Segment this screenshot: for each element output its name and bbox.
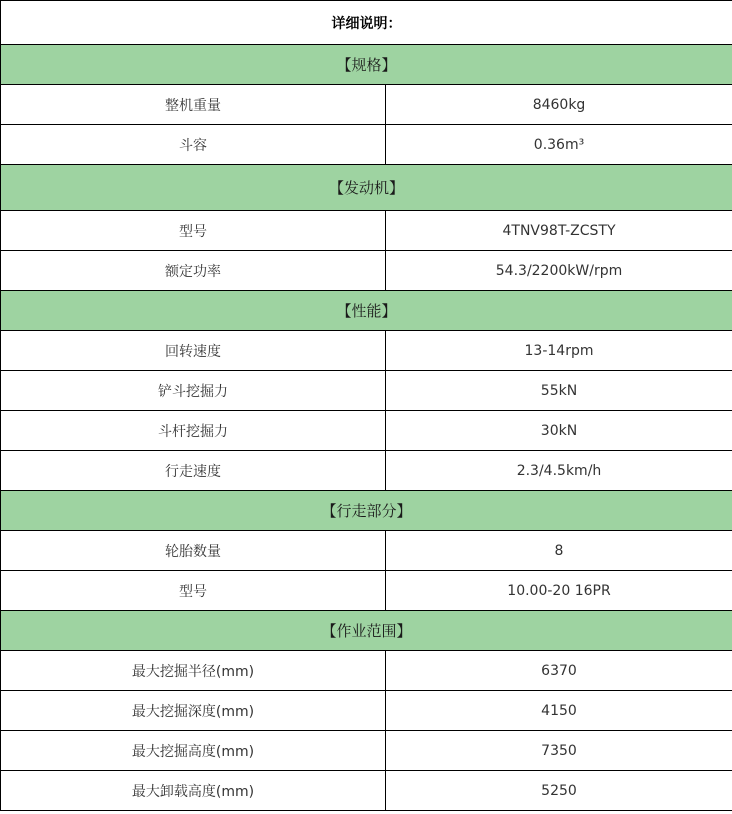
table-row xyxy=(1,251,732,291)
section-header-row xyxy=(1,291,732,331)
spec-label: 整机重量 xyxy=(1,85,386,125)
spec-label: 型号 xyxy=(1,211,386,251)
spec-value: 4150 xyxy=(386,691,732,731)
spec-value: 55kN xyxy=(386,371,732,411)
spec-label: 最大卸载高度(mm) xyxy=(1,771,386,811)
table-row xyxy=(1,331,732,371)
table-title: 详细说明： xyxy=(1,1,732,45)
title-row xyxy=(1,1,732,45)
spec-label: 轮胎数量 xyxy=(1,531,386,571)
spec-label: 斗容 xyxy=(1,125,386,165)
table-row xyxy=(1,211,732,251)
section-header-row xyxy=(1,45,732,85)
spec-label: 斗杆挖掘力 xyxy=(1,411,386,451)
spec-label: 型号 xyxy=(1,571,386,611)
table-row xyxy=(1,771,732,811)
section-header-row xyxy=(1,611,732,651)
table-row xyxy=(1,125,732,165)
section-header: 【行走部分】 xyxy=(1,491,732,531)
spec-label: 最大挖掘高度(mm) xyxy=(1,731,386,771)
table-row xyxy=(1,371,732,411)
section-header-row xyxy=(1,165,732,211)
table-row xyxy=(1,571,732,611)
spec-value: 13-14rpm xyxy=(386,331,732,371)
spec-value: 7350 xyxy=(386,731,732,771)
spec-label: 额定功率 xyxy=(1,251,386,291)
table-row xyxy=(1,531,732,571)
spec-value: 2.3/4.5km/h xyxy=(386,451,732,491)
section-header: 【性能】 xyxy=(1,291,732,331)
spec-value: 5250 xyxy=(386,771,732,811)
section-header: 【规格】 xyxy=(1,45,732,85)
table-row xyxy=(1,451,732,491)
section-header: 【发动机】 xyxy=(1,165,732,211)
spec-label: 最大挖掘半径(mm) xyxy=(1,651,386,691)
spec-table-body xyxy=(1,1,732,811)
spec-value: 6370 xyxy=(386,651,732,691)
spec-value: 0.36m³ xyxy=(386,125,732,165)
spec-value: 8460kg xyxy=(386,85,732,125)
section-header-row xyxy=(1,491,732,531)
table-row xyxy=(1,731,732,771)
spec-value: 4TNV98T-ZCSTY xyxy=(386,211,732,251)
table-row xyxy=(1,411,732,451)
spec-label: 回转速度 xyxy=(1,331,386,371)
spec-value: 30kN xyxy=(386,411,732,451)
section-header: 【作业范围】 xyxy=(1,611,732,651)
spec-value: 8 xyxy=(386,531,732,571)
spec-value: 10.00-20 16PR xyxy=(386,571,732,611)
spec-label: 铲斗挖掘力 xyxy=(1,371,386,411)
spec-value: 54.3/2200kW/rpm xyxy=(386,251,732,291)
spec-label: 行走速度 xyxy=(1,451,386,491)
table-row xyxy=(1,651,732,691)
table-row xyxy=(1,85,732,125)
table-row xyxy=(1,691,732,731)
spec-label: 最大挖掘深度(mm) xyxy=(1,691,386,731)
